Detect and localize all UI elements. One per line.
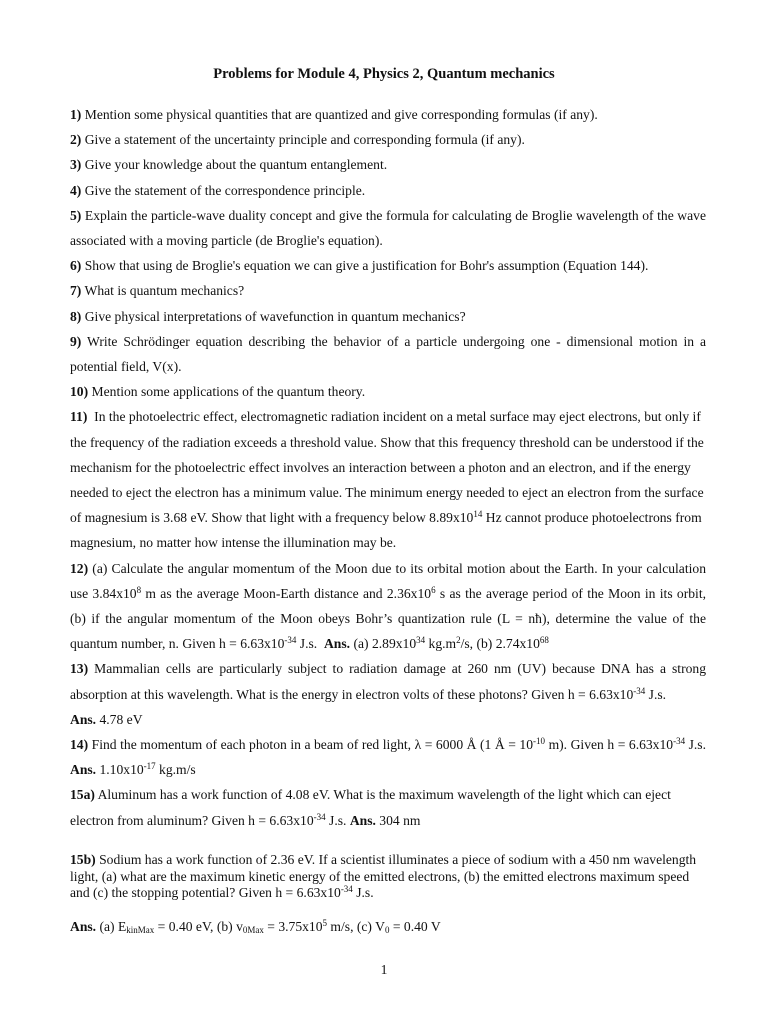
answer-label: Ans. bbox=[70, 711, 97, 727]
answer-text: = 0.40 eV, (b) v bbox=[154, 919, 243, 934]
problem-text: Explain the particle-wave duality concept and give the formula for calculating de Broglie wavelength of the wave associated with a moving particle (de Broglie's equation). bbox=[70, 207, 706, 249]
problem-text: Give physical interpretations of wavefunction in quantum mechanics? bbox=[84, 308, 466, 324]
superscript: 34 bbox=[416, 635, 426, 646]
problem-number: 15a) bbox=[70, 787, 95, 803]
problem-text: Give your knowledge about the quantum entanglement. bbox=[84, 157, 388, 173]
problem-15a bbox=[70, 782, 706, 832]
problem-14 bbox=[70, 732, 706, 782]
problem-number: 13) bbox=[70, 661, 89, 677]
subscript: 0Max bbox=[242, 925, 264, 935]
superscript: 6 bbox=[431, 584, 436, 595]
problem-10 bbox=[70, 379, 706, 404]
problem-number: 14) bbox=[70, 737, 89, 753]
problem-text: J.s. bbox=[645, 686, 667, 702]
problem-text: Write Schrödinger equation describing the behavior of a particle undergoing one - dimensional motion in a potential field, V(x). bbox=[70, 333, 706, 375]
problem-text: m). Given h = 6.63x10 bbox=[545, 737, 674, 753]
problem-number: 3) bbox=[70, 157, 82, 173]
superscript: -34 bbox=[284, 635, 297, 646]
problem-8 bbox=[70, 304, 706, 329]
problem-text: (a) Calculate the angular momentum of the Moon due to its orbital motion about the Earth. In your calculation use 3.84x10 bbox=[70, 560, 706, 601]
problem-number: 10) bbox=[70, 384, 89, 400]
subscript: kinMax bbox=[126, 925, 155, 935]
problem-15b bbox=[70, 852, 706, 902]
answer-text: (a) E bbox=[96, 919, 127, 934]
problem-number: 9) bbox=[70, 333, 82, 349]
problem-2 bbox=[70, 127, 706, 152]
problem-6 bbox=[70, 253, 706, 278]
problem-number: 7) bbox=[70, 283, 82, 299]
answer-text: kg.m bbox=[425, 636, 457, 652]
problem-text: J.s. bbox=[685, 737, 706, 753]
superscript: 14 bbox=[473, 509, 483, 520]
problem-4 bbox=[70, 178, 706, 203]
superscript: -34 bbox=[633, 685, 646, 696]
page-number: 1 bbox=[380, 962, 388, 977]
problem-text: In the photoelectric effect, electromagnetic radiation incident on a metal surface may eject electrons, but only if the frequency of the radiation exceeds a threshold value. Show that this frequency threshold can be understood if the mechanism for the photoelectric effect involves an interaction between a photon and an electron, and if the energy needed to eject the electron has a minimum value. The minimum energy needed to eject an electron from the surface of magnesium is 3.68 eV. Show that light with a frequency below 8.89x10 bbox=[70, 409, 704, 526]
problem-number: 5) bbox=[70, 207, 82, 223]
problem-text: Mention some physical quantities that are quantized and give corresponding formulas (if any). bbox=[84, 107, 598, 122]
superscript: 5 bbox=[322, 918, 328, 928]
problem-12 bbox=[70, 556, 706, 657]
problem-number: 15b) bbox=[70, 852, 96, 867]
problem-9 bbox=[70, 329, 706, 379]
subscript: 0 bbox=[384, 925, 390, 935]
problem-3 bbox=[70, 152, 706, 177]
problem-text: Mention some applications of the quantum theory. bbox=[91, 384, 366, 400]
answer-label: Ans. bbox=[70, 762, 97, 778]
superscript: -17 bbox=[143, 761, 156, 772]
problem-text: What is quantum mechanics? bbox=[84, 283, 245, 299]
answer-text: 304 nm bbox=[375, 812, 421, 828]
problem-text: Sodium has a work function of 2.36 eV. If a scientist illuminates a piece of sodium with a 450 nm wavelength light, (a) what are the maximum kinetic energy of the emitted electrons, (b) the emitted electrons maximum speed and (c) the stopping potential? Given h = 6.63x10 bbox=[70, 852, 697, 900]
answer-text: kg.m/s bbox=[155, 762, 196, 778]
problem-text: Hz cannot produce photoelectrons from magnesium, no matter how intense the illumination may be. bbox=[70, 510, 702, 551]
page-title: Problems for Module 4, Physics 2, Quantum mechanics bbox=[213, 66, 555, 82]
superscript: -10 bbox=[533, 736, 546, 747]
problem-text: Find the momentum of each photon in a beam of red light, λ = 6000 Å (1 Å = 10 bbox=[91, 737, 534, 753]
problem-text: Give the statement of the correspondence principle. bbox=[84, 182, 366, 198]
superscript: 8 bbox=[136, 584, 142, 595]
answer-label: Ans. bbox=[349, 812, 376, 828]
problem-text: J.s. bbox=[296, 636, 318, 652]
answer-text: = 0.40 V bbox=[389, 919, 441, 934]
superscript: -34 bbox=[673, 736, 686, 747]
answer-text: (a) 2.89x10 bbox=[350, 636, 417, 652]
problem-number: 1) bbox=[70, 107, 82, 122]
superscript: -34 bbox=[340, 884, 353, 894]
problem-number: 12) bbox=[70, 560, 89, 576]
problem-text: Aluminum has a work function of 4.08 eV. What is the maximum wavelength of the light which can eject electron from aluminum? Given h = 6.63x10 bbox=[70, 787, 671, 828]
problem-number: 2) bbox=[70, 132, 82, 148]
problem-11 bbox=[70, 404, 706, 555]
problem-number: 6) bbox=[70, 258, 82, 274]
answer-text: 1.10x10 bbox=[96, 762, 144, 778]
problem-text: J.s. bbox=[352, 885, 374, 900]
problem-number: 8) bbox=[70, 308, 82, 324]
problem-15b-answer bbox=[70, 918, 706, 936]
problem-7 bbox=[70, 278, 706, 303]
answer-text: m/s, (c) V bbox=[327, 919, 385, 934]
superscript: 2 bbox=[456, 635, 461, 646]
answer-text: /s, (b) 2.74x10 bbox=[460, 636, 540, 652]
problem-text: m as the average Moon-Earth distance and 2.36x10 bbox=[141, 585, 432, 601]
answer-text: 4.78 eV bbox=[96, 711, 143, 727]
problem-text: J.s. bbox=[325, 812, 347, 828]
problem-text: s as the average period of the Moon in its orbit, (b) if the angular momentum of the Moon obeys Bohr’s quantization rule (L = nħ), determine the value of the quantum number, n. Given h = 6.63x10 bbox=[70, 585, 706, 652]
problem-text: Mammalian cells are particularly subject to radiation damage at 260 nm (UV) because DNA has a strong absorption at this wavelength. What is the energy in electron volts of these photons? Given h = 6.63x10 bbox=[70, 661, 706, 702]
answer-label: Ans. bbox=[70, 919, 97, 934]
problem-13 bbox=[70, 656, 706, 732]
answer-text: = 3.75x10 bbox=[263, 919, 323, 934]
superscript: 68 bbox=[539, 635, 549, 646]
superscript: -34 bbox=[313, 811, 326, 822]
answer-label: Ans. bbox=[323, 636, 351, 652]
problem-text: Show that using de Broglie's equation we can give a justification for Bohr's assumption (Equation 144). bbox=[84, 258, 649, 274]
problem-number: 4) bbox=[70, 182, 82, 198]
problem-5 bbox=[70, 203, 706, 253]
problem-text: Give a statement of the uncertainty principle and corresponding formula (if any). bbox=[84, 132, 525, 148]
problem-list bbox=[70, 102, 706, 833]
problem-1 bbox=[70, 102, 706, 127]
problem-number: 11) bbox=[70, 409, 88, 425]
